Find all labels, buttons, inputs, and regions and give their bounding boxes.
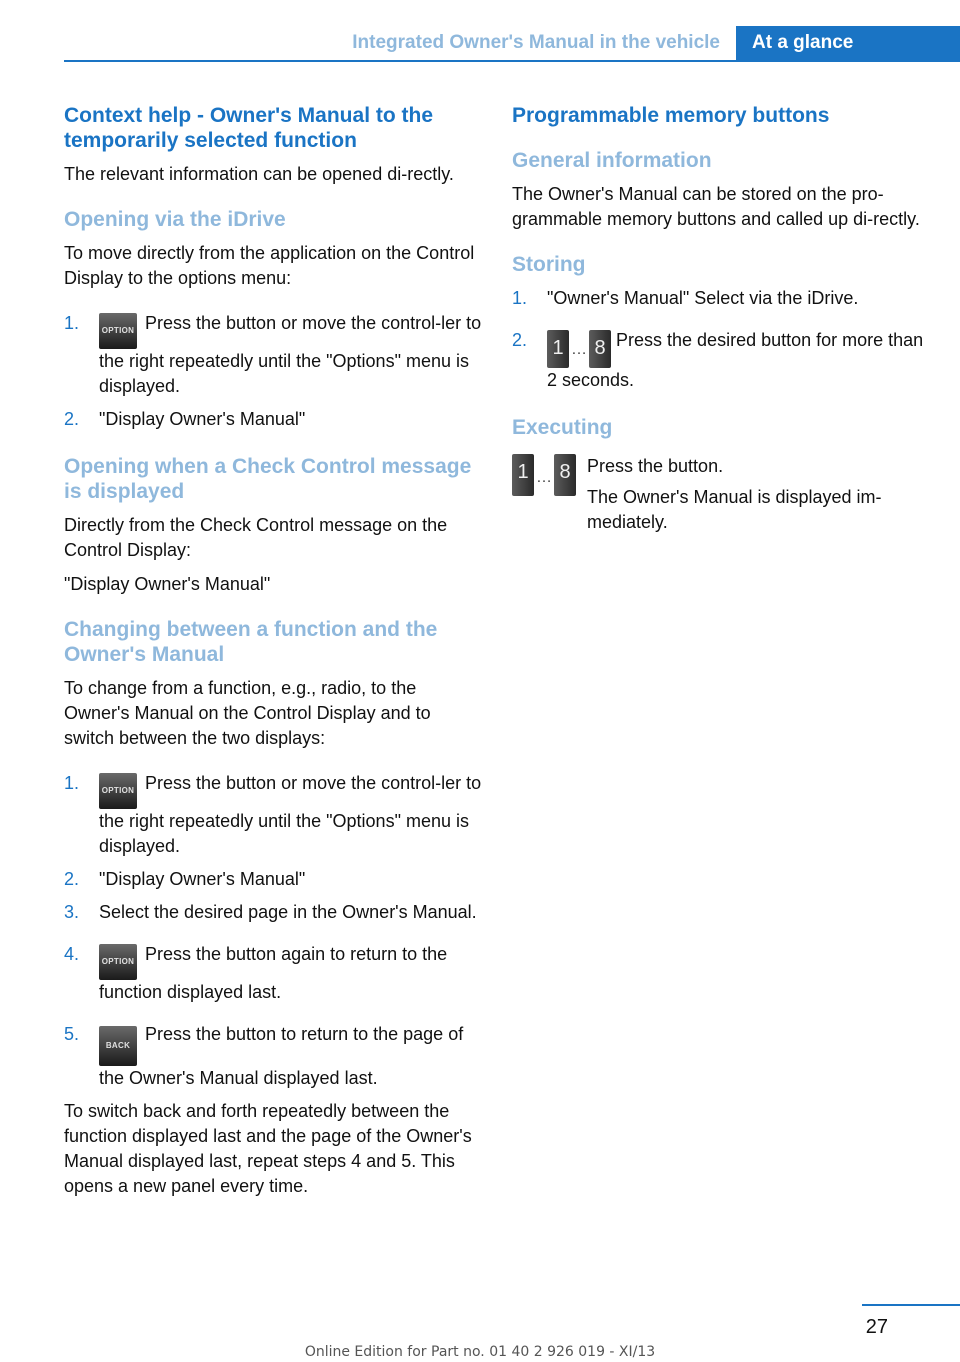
footer-rule (862, 1304, 960, 1306)
idrive-text: To move directly from the application on the Control Display to the options menu: (64, 243, 475, 288)
option-button-icon: OPTION (99, 773, 137, 809)
step-number: 1. (512, 288, 528, 308)
step-text: Press the button again to return to the function displayed last. (99, 944, 448, 1002)
back-button-icon: BACK (99, 1026, 137, 1066)
list-item (64, 311, 482, 399)
heading-opening-idrive: Opening via the iDrive (64, 208, 286, 231)
section-title-context-help: Context help - Owner's Manual to the temporarily selected function (64, 104, 434, 152)
switch-steps (64, 771, 482, 1091)
list-item (64, 1022, 482, 1091)
step-number: 3. (64, 902, 80, 922)
section-title-memory-buttons: Programmable memory buttons (512, 104, 830, 127)
exec-line-2: The Owner's Manual is displayed im-mediately. (587, 487, 882, 532)
step-text: Press the desired button for more than 2 seconds. (547, 330, 924, 390)
memory-button-1-icon: 1 (512, 454, 534, 496)
switch-text: To change from a function, e.g., radio, to the Owner's Manual on the Control Display and to switch between the two displays: (64, 678, 431, 748)
heading-storing: Storing (512, 253, 586, 276)
heading-changing-function: Changing between a function and the Owner's Manual (64, 618, 438, 666)
option-button-icon: OPTION (99, 313, 137, 349)
memory-buttons-figure (512, 454, 576, 496)
general-text: The Owner's Manual can be stored on the pro-grammable memory buttons and called up di-rectly. (512, 184, 920, 229)
executing-block (512, 454, 932, 535)
memory-button-8-icon: 8 (554, 454, 576, 496)
heading-opening-check-control: Opening when a Check Control message is displayed (64, 455, 472, 503)
step-number: 5. (64, 1024, 80, 1044)
running-header-chapter: At a glance (736, 26, 960, 62)
step-text: "Display Owner's Manual" (99, 409, 306, 429)
list-item (64, 771, 482, 859)
step-text: "Display Owner's Manual" (99, 869, 306, 889)
list-item (512, 328, 932, 393)
right-column (512, 103, 932, 535)
step-number: 2. (512, 330, 528, 350)
list-item (64, 407, 482, 432)
left-column (64, 103, 482, 1199)
footer-edition: Online Edition for Part no. 01 40 2 926 019 - XI/13 (304, 1344, 656, 1360)
heading-general-information: General information (512, 149, 712, 172)
step-text: Press the button or move the control-ler to the right repeatedly until the "Options" menu is displayed. (99, 773, 482, 856)
check-control-value: "Display Owner's Manual" (64, 574, 271, 594)
ellipsis: … (536, 469, 552, 486)
step-number: 1. (64, 313, 80, 333)
storing-steps (512, 286, 932, 393)
step-text: Press the button to return to the page of the Owner's Manual displayed last. (99, 1024, 464, 1088)
memory-button-1-icon: 1 (547, 330, 569, 368)
step-number: 2. (64, 869, 80, 889)
list-item (64, 942, 482, 1005)
step-number: 4. (64, 944, 80, 964)
step-number: 2. (64, 409, 80, 429)
exec-line-1: Press the button. (587, 456, 724, 476)
step-text: "Owner's Manual" Select via the iDrive. (547, 288, 859, 308)
page-number: 27 (865, 1316, 888, 1338)
list-item (64, 900, 482, 925)
step-number: 1. (64, 773, 80, 793)
context-help-intro: The relevant information can be opened di-rectly. (64, 164, 454, 184)
check-control-text: Directly from the Check Control message on the Control Display: (64, 515, 448, 560)
ellipsis: … (571, 341, 587, 358)
running-header-section: Integrated Owner's Manual in the vehicle (352, 32, 720, 53)
heading-executing: Executing (512, 416, 613, 439)
list-item (64, 867, 482, 892)
step-text: Select the desired page in the Owner's Manual. (99, 902, 477, 922)
step-text: Press the button or move the control-ler to the right repeatedly until the "Options" menu is displayed. (99, 313, 482, 396)
list-item (512, 286, 932, 311)
header-rule (64, 60, 736, 62)
closing-text: To switch back and forth repeatedly between the function displayed last and the page of the Owner's Manual displayed last, repeat steps 4 and 5. This opens a new panel every time. (64, 1101, 472, 1196)
memory-button-8-icon: 8 (589, 330, 611, 368)
idrive-steps (64, 311, 482, 432)
option-button-icon: OPTION (99, 944, 137, 980)
